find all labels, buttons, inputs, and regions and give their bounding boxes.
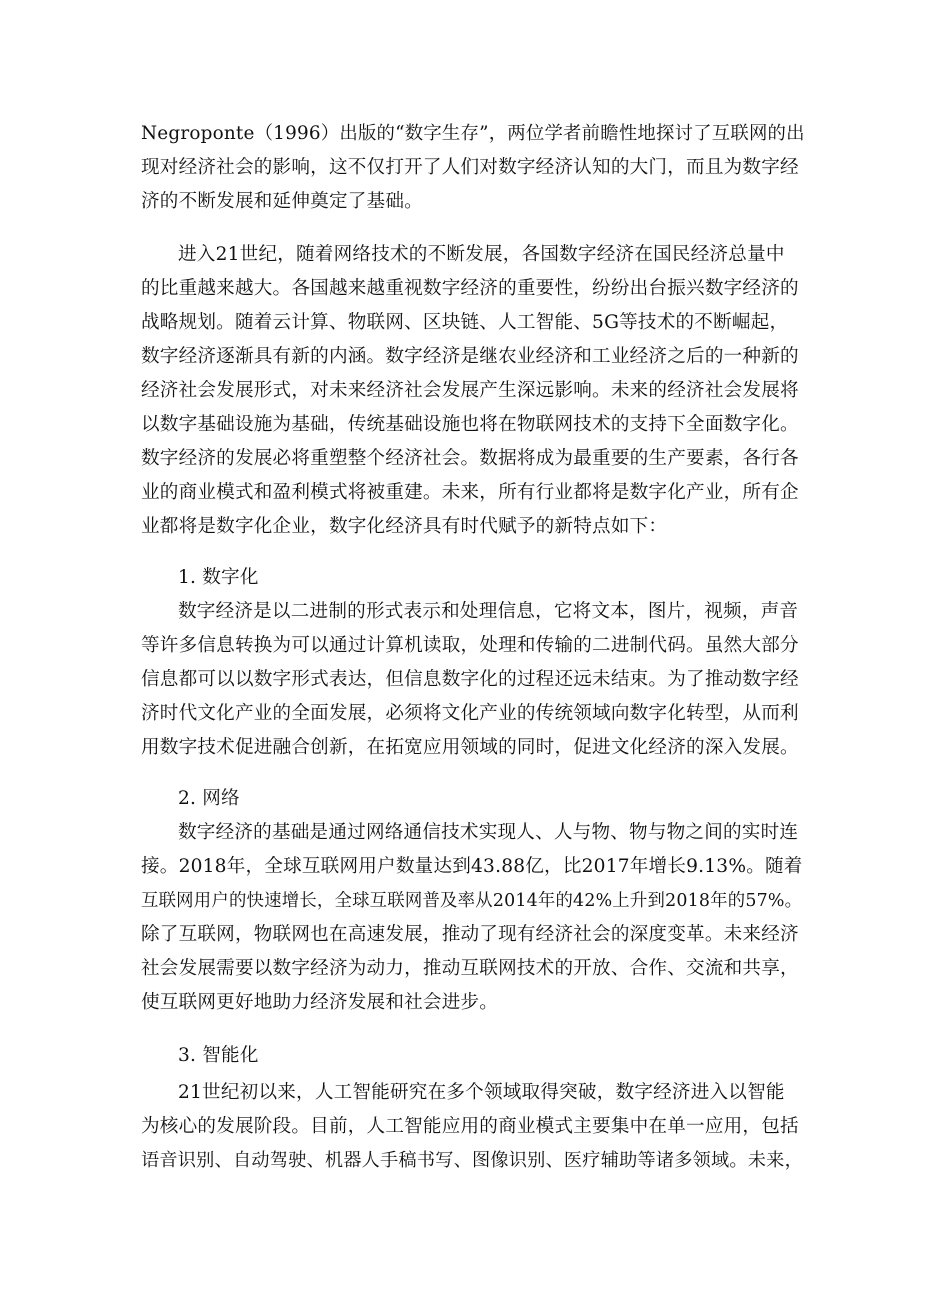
- text-line: 数字经济的发展必将重塑整个经济社会。数据将成为最重要的生产要素，各行各: [141, 448, 799, 469]
- text-line: 经济社会发展形式，对未来经济社会发展产生深远影响。未来的经济社会发展将: [141, 380, 799, 401]
- text-line: 战略规划。随着云计算、物联网、区块链、人工智能、5G等技术的不断崛起，: [141, 312, 789, 333]
- text-line: 数字经济是以二进制的形式表示和处理信息，它将文本，图片，视频，声音: [178, 601, 799, 622]
- text-line: 用数字技术促进融合创新，在拓宽应用领域的同时，促进文化经济的深入发展。: [141, 737, 799, 758]
- section-heading: 1. 数字化: [178, 567, 259, 588]
- text-line: 接。2018年，全球互联网用户数量达到43.88亿，比2017年增长9.13%。随着: [141, 856, 803, 877]
- text-line: 信息都可以以数字形式表达，但信息数字化的过程还远未结束。为了推动数字经: [141, 669, 799, 690]
- text-line: 为核心的发展阶段。目前，人工智能应用的商业模式主要集中在单一应用，包括: [141, 1116, 799, 1137]
- text-line: 互联网用户的快速增长，全球互联网普及率从2014年的42%上升到2018年的57%。: [141, 891, 803, 911]
- text-line: 进入21世纪，随着网络技术的不断发展，各国数字经济在国民经济总量中: [178, 244, 785, 265]
- text-line: 除了互联网，物联网也在高速发展，推动了现有经济社会的深度变革。未来经济: [141, 924, 799, 945]
- text-line: 济时代文化产业的全面发展，必须将文化产业的传统领域向数字化转型，从而利: [141, 703, 799, 724]
- text-line: 以数字基础设施为基础，传统基础设施也将在物联网技术的支持下全面数字化。: [141, 414, 799, 435]
- text-line: 济的不断发展和延伸奠定了基础。: [141, 191, 423, 212]
- text-line: 数字经济的基础是通过网络通信技术实现人、人与物、物与物之间的实时连: [178, 822, 799, 843]
- text-line: Negroponte（1996）出版的“数字生存”，两位学者前瞻性地探讨了互联网的出: [141, 123, 805, 144]
- text-line: 现对经济社会的影响，这不仅打开了人们对数字经济认知的大门，而且为数字经: [141, 157, 799, 178]
- section-heading: 2. 网络: [178, 788, 240, 809]
- text-line: 社会发展需要以数字经济为动力，推动互联网技术的开放、合作、交流和共享，: [141, 958, 799, 979]
- section-heading: 3. 智能化: [178, 1045, 259, 1066]
- text-line: 语音识别、自动驾驶、机器人手稿书写、图像识别、医疗辅助等诸多领域。未来，: [141, 1150, 803, 1171]
- text-line: 数字经济逐渐具有新的内涵。数字经济是继农业经济和工业经济之后的一种新的: [141, 346, 799, 367]
- text-line: 21世纪初以来，人工智能研究在多个领域取得突破，数字经济进入以智能: [178, 1082, 785, 1103]
- text-line: 等许多信息转换为可以通过计算机读取，处理和传输的二进制代码。虽然大部分: [141, 635, 799, 656]
- text-line: 使互联网更好地助力经济发展和社会进步。: [141, 992, 499, 1013]
- text-line: 业都将是数字化企业，数字化经济具有时代赋予的新特点如下：: [141, 516, 668, 537]
- text-line: 业的商业模式和盈利模式将被重建。未来，所有行业都将是数字化产业，所有企: [141, 482, 799, 503]
- text-line: 的比重越来越大。各国越来越重视数字经济的重要性，纷纷出台振兴数字经济的: [141, 278, 799, 299]
